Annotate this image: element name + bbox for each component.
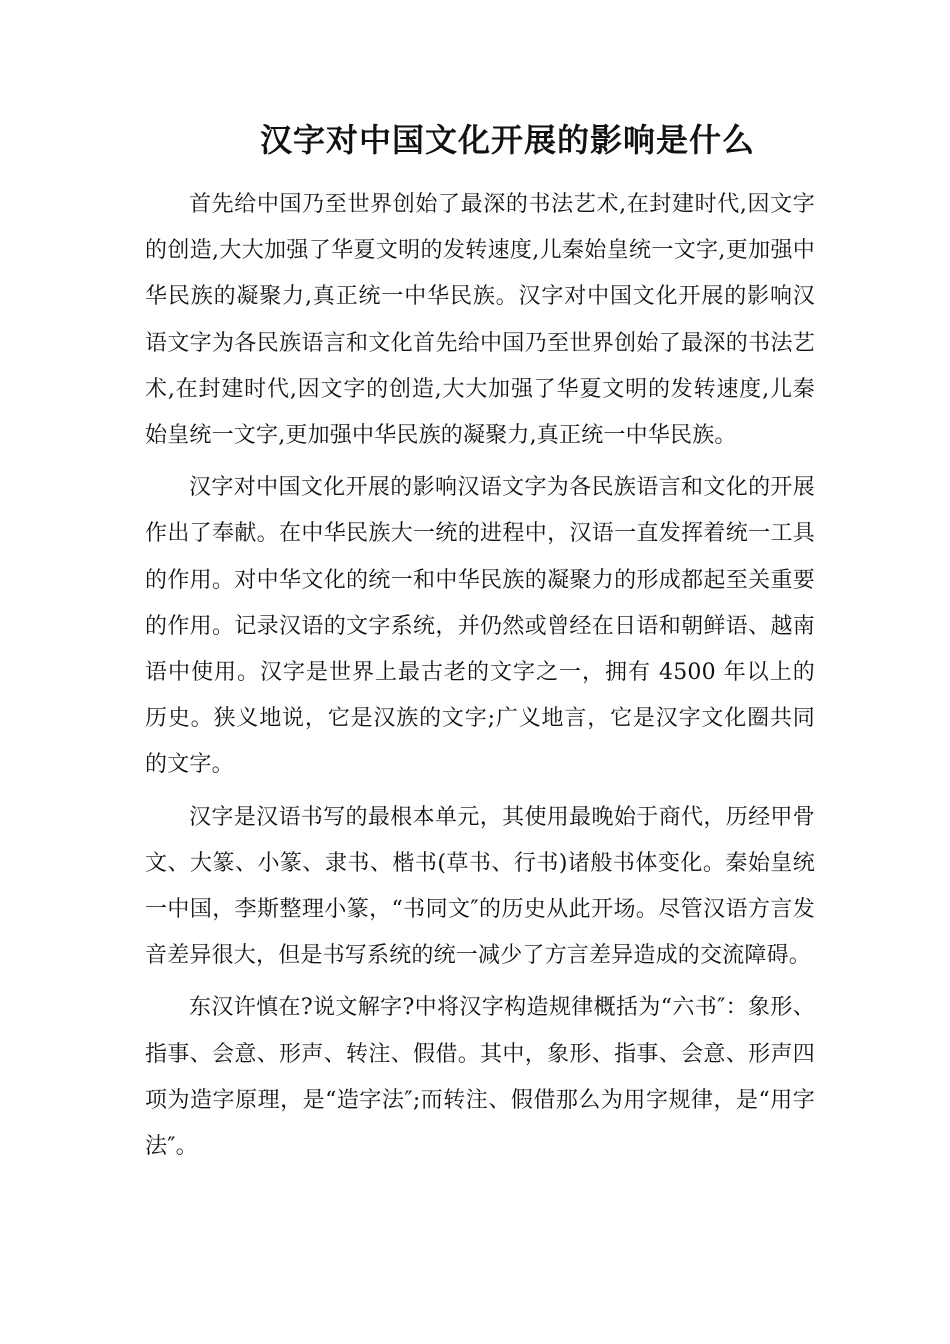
page-title: 汉字对中国文化开展的影响是什么 bbox=[259, 121, 755, 159]
paragraph-4: 东汉许慎在?说文解字?中将汉字构造规律概括为“六书″：象形、指事、会意、形声、转注、假借。其中，象形、指事、会意、形声四项为造字原理，是“造字法″;而转注、假借那么为用字规律，是“用字法″。 bbox=[145, 995, 815, 1160]
paragraph-2: 汉字对中国文化开展的影响汉语文字为各民族语言和文化的开展作出了奉献。在中华民族大一统的进程中，汉语一直发挥着统一工具的作用。对中华文化的统一和中华民族的凝聚力的形成都起至关重要的作用。记录汉语的文字系统，并仍然或曾经在日语和朝鲜语、越南语中使用。汉字是世界上最古老的文字之一，拥有 4500 年以上的历史。狭义地说，它是汉族的文字;广义地言，它是汉字文化圈共同的文字。 bbox=[145, 475, 815, 778]
paragraph-3: 汉字是汉语书写的最根本单元，其使用最晚始于商代，历经甲骨文、大篆、小篆、隶书、楷书(草书、行书)诸般书体变化。秦始皇统一中国，李斯整理小篆，“书同文″的历史从此开场。尽管汉语方言发音差异很大，但是书写系统的统一减少了方言差异造成的交流障碍。 bbox=[145, 804, 815, 969]
document-body bbox=[145, 182, 815, 1176]
paragraph-1: 首先给中国乃至世界创始了最深的书法艺术,在封建时代,因文字的创造,大大加强了华夏文明的发转速度,儿秦始皇统一文字,更加强中华民族的凝聚力,真正统一中华民族。汉字对中国文化开展的影响汉语文字为各民族语言和文化首先给中国乃至世界创始了最深的书法艺术,在封建时代,因文字的创造,大大加强了华夏文明的发转速度,儿秦始皇统一文字,更加强中华民族的凝聚力,真正统一中华民族。 bbox=[145, 192, 815, 449]
